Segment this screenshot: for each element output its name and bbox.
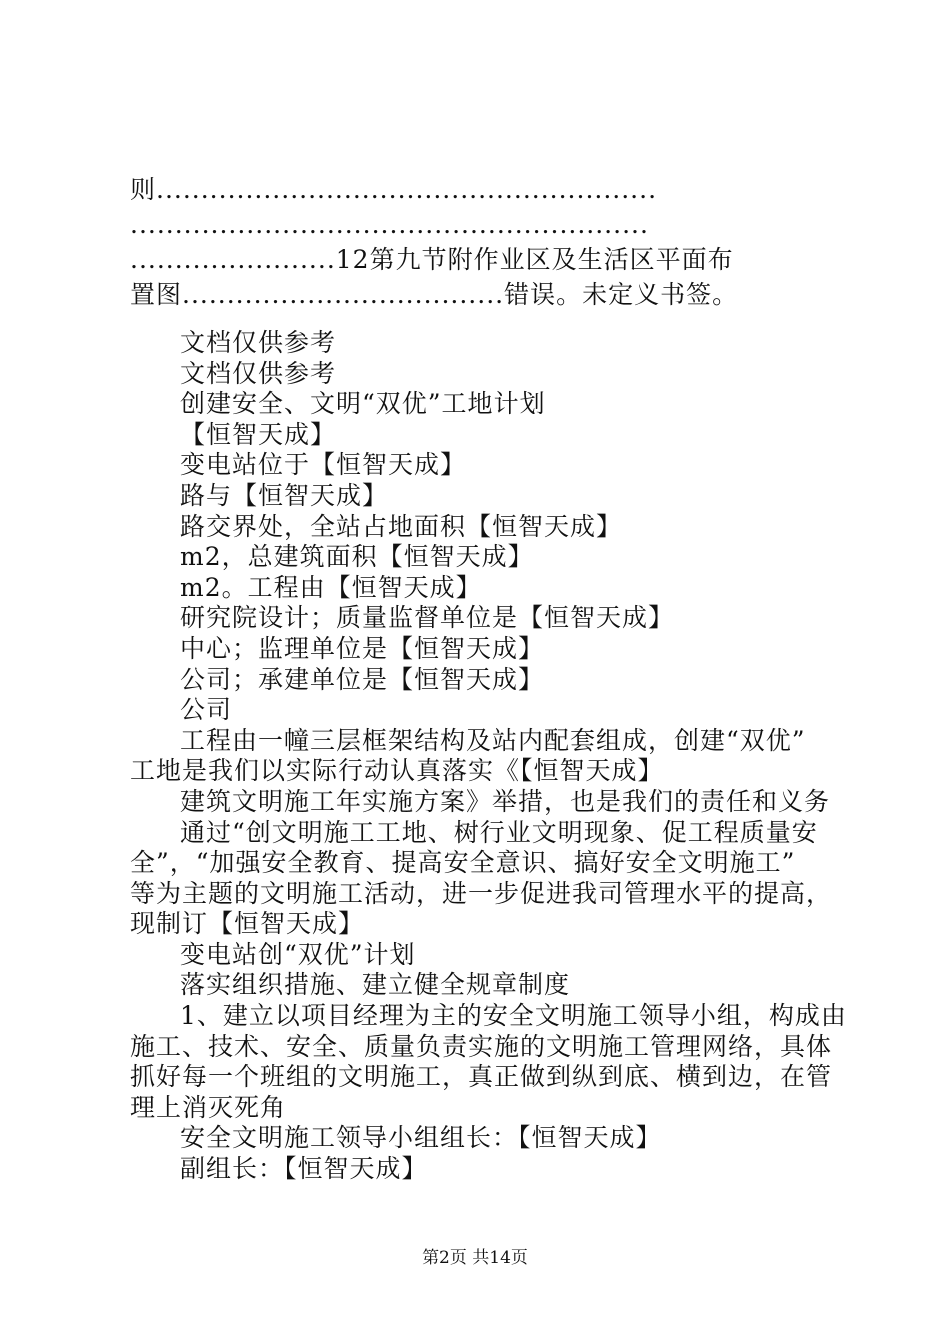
body-line: 公司；承建单位是【恒智天成】 xyxy=(180,664,545,694)
paragraph-line: 现制订【恒智天成】 xyxy=(130,909,365,939)
body-line: 副组长：【恒智天成】 xyxy=(180,1154,428,1184)
document-body xyxy=(130,328,847,1185)
body-line: 路与【恒智天成】 xyxy=(180,480,389,510)
heading-line: 变电站创“双优”计划 xyxy=(180,939,416,969)
watermark-note: 文档仅供参考 xyxy=(180,358,337,388)
page-number-footer: 第2页 共14页 xyxy=(422,1248,528,1268)
body-line: m2。工程由【恒智天成】 xyxy=(180,572,482,602)
body-line: 中心；监理单位是【恒智天成】 xyxy=(180,633,545,663)
heading-line: 落实组织措施、建立健全规章制度 xyxy=(180,970,571,1000)
body-line: 研究院设计；质量监督单位是【恒智天成】 xyxy=(180,603,675,633)
body-line: 公司 xyxy=(180,695,233,725)
toc-line: .......................12第九节附作业区及生活区平面布 xyxy=(130,245,734,274)
body-line: 路交界处，全站占地面积【恒智天成】 xyxy=(180,511,623,541)
paragraph-line: 工地是我们以实际行动认真落实《【恒智天成】 xyxy=(130,756,664,786)
body-line: 安全文明施工领导小组组长：【恒智天成】 xyxy=(180,1123,662,1153)
body-line: 【恒智天成】 xyxy=(180,419,337,449)
paragraph-line: 通过“创文明施工工地、树行业文明现象、促工程质量安 xyxy=(180,817,818,847)
paragraph-line: 施工、技术、安全、质量负责实施的文明施工管理网络，具体 xyxy=(130,1031,833,1061)
table-of-contents xyxy=(130,172,850,312)
toc-line: .......................................................... xyxy=(130,210,649,239)
paragraph-line: 抓好每一个班组的文明施工，真正做到纵到底、横到边，在管 xyxy=(130,1062,833,1092)
section-title: 创建安全、文明“双优”工地计划 xyxy=(180,389,546,419)
body-line: 变电站位于【恒智天成】 xyxy=(180,450,467,480)
paragraph-line: 建筑文明施工年实施方案》举措，也是我们的责任和义务 xyxy=(180,786,831,816)
paragraph-line: 全”，“加强安全教育、提高安全意识、搞好安全文明施工” xyxy=(130,848,796,878)
watermark-note: 文档仅供参考 xyxy=(180,328,337,357)
paragraph-line: 理上消灭死角 xyxy=(130,1092,287,1122)
toc-line: 置图....................................错误。未定义书签。 xyxy=(130,280,739,309)
paragraph-line: 1、建立以项目经理为主的安全文明施工领导小组，构成由 xyxy=(180,1001,847,1031)
toc-line: 则........................................................ xyxy=(130,175,658,204)
paragraph-line: 等为主题的文明施工活动，进一步促进我司管理水平的提高， xyxy=(130,878,833,908)
body-line: m2，总建筑面积【恒智天成】 xyxy=(180,542,534,572)
paragraph-line: 工程由一幢三层框架结构及站内配套组成，创建“双优” xyxy=(180,725,806,755)
